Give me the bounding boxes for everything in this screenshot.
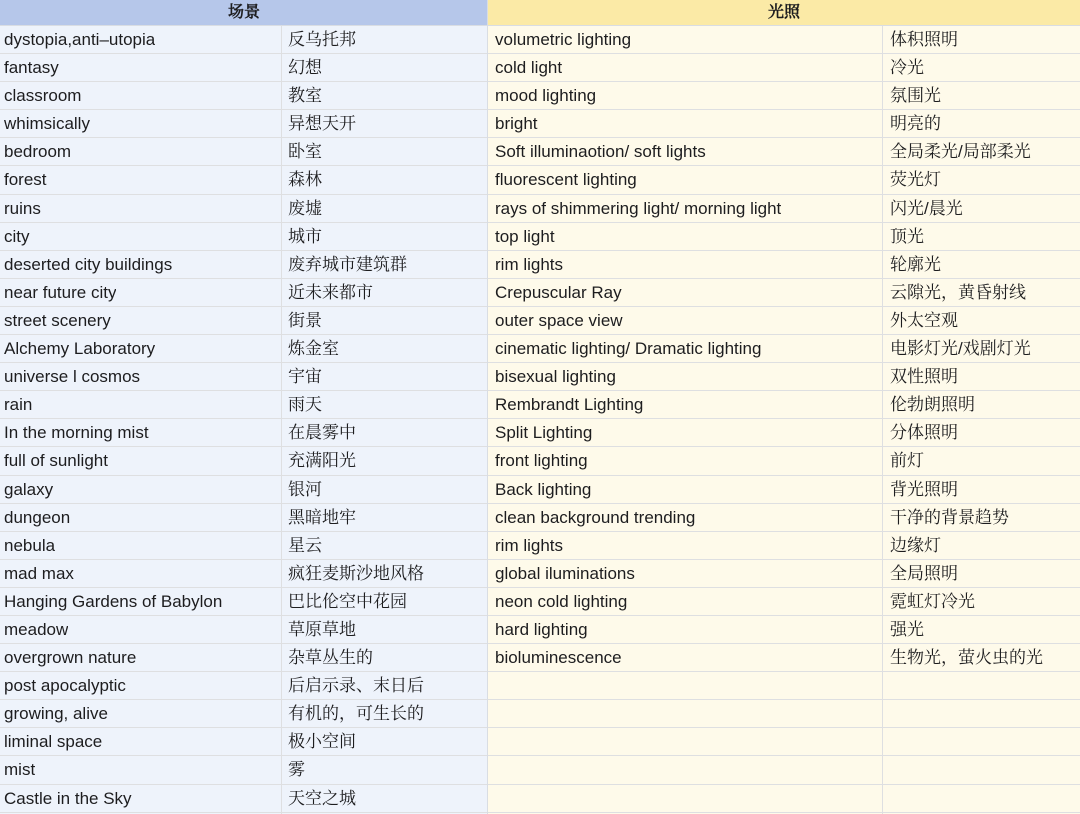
lighting-table-row [488, 419, 1080, 447]
scene-chinese-cell[interactable]: 街景 [288, 310, 322, 330]
lighting-english-cell[interactable]: rays of shimmering light/ morning light [495, 198, 782, 218]
lighting-table-row [488, 279, 1080, 307]
scene-chinese-cell[interactable]: 雨天 [288, 395, 322, 415]
scene-table-row [0, 363, 488, 391]
scene-english-cell[interactable]: growing, alive [4, 704, 108, 724]
lighting-table-row [488, 785, 1080, 813]
lighting-english-cell[interactable]: top light [495, 226, 555, 246]
scene-chinese-cell[interactable]: 草原草地 [288, 619, 356, 639]
lighting-table-row [488, 26, 1080, 54]
scene-english-cell[interactable]: full of sunlight [4, 451, 108, 471]
lighting-table-row [488, 616, 1080, 644]
lighting-chinese-cell[interactable]: 干净的背景趋势 [890, 507, 1009, 527]
lighting-chinese-cell[interactable]: 双性照明 [890, 367, 958, 387]
scene-table-row [0, 110, 488, 138]
lighting-english-cell[interactable]: bisexual lighting [495, 367, 616, 387]
scene-table-row [0, 532, 488, 560]
lighting-english-cell[interactable]: Rembrandt Lighting [495, 395, 644, 415]
scene-english-cell[interactable]: universe l cosmos [4, 367, 141, 387]
scene-table-row [0, 166, 488, 194]
lighting-chinese-cell[interactable]: 伦勃朗照明 [890, 395, 975, 415]
lighting-column-group [488, 0, 1080, 814]
lighting-chinese-cell[interactable]: 体积照明 [890, 30, 958, 49]
scene-table-row [0, 279, 488, 307]
scene-english-cell[interactable]: deserted city buildings [4, 254, 173, 274]
scene-chinese-cell[interactable]: 异想天开 [288, 114, 356, 134]
scene-chinese-cell[interactable]: 天空之城 [288, 788, 356, 808]
scene-english-cell[interactable]: Alchemy Laboratory [4, 339, 156, 359]
lighting-table-row [488, 447, 1080, 475]
lighting-table-row [488, 560, 1080, 588]
scene-table-row [0, 700, 488, 728]
scene-table-row [0, 335, 488, 363]
lighting-english-cell[interactable]: global iluminations [495, 563, 635, 583]
lighting-chinese-cell[interactable]: 分体照明 [890, 423, 958, 443]
scene-table-row [0, 728, 488, 756]
lighting-english-cell[interactable]: mood lighting [495, 86, 597, 106]
lighting-rows [488, 26, 1080, 813]
scene-english-cell[interactable]: Castle in the Sky [4, 788, 132, 808]
lighting-english-cell[interactable]: neon cold lighting [495, 591, 628, 611]
lighting-english-cell[interactable]: hard lighting [495, 619, 588, 639]
lighting-table-row [488, 54, 1080, 82]
scene-chinese-cell[interactable]: 近未来都市 [288, 282, 373, 302]
scene-chinese-cell[interactable]: 后启示录、末日后 [288, 676, 424, 696]
lighting-chinese-cell[interactable]: 背光照明 [890, 479, 958, 499]
scene-table-row [0, 785, 488, 813]
scene-english-cell[interactable]: nebula [4, 535, 56, 555]
lighting-table-row [488, 504, 1080, 532]
lighting-english-cell[interactable]: cold light [495, 58, 563, 78]
scene-table-row [0, 504, 488, 532]
scene-english-cell[interactable]: mad max [4, 563, 74, 583]
lighting-chinese-cell[interactable]: 外太空观 [890, 310, 958, 330]
scene-chinese-cell[interactable]: 废弃城市建筑群 [288, 254, 407, 274]
scene-table-row [0, 588, 488, 616]
scene-english-cell[interactable]: ruins [4, 198, 41, 218]
scene-english-cell[interactable]: dungeon [4, 507, 71, 527]
scene-table-row [0, 54, 488, 82]
lighting-table-row [488, 532, 1080, 560]
scene-chinese-cell[interactable]: 雾 [288, 760, 305, 780]
lighting-english-cell[interactable]: Soft illuminaotion/ soft lights [495, 142, 706, 162]
lighting-english-cell[interactable]: rim lights [495, 535, 564, 555]
scene-chinese-cell[interactable]: 炼金室 [288, 339, 339, 359]
lighting-chinese-cell[interactable]: 生物光，萤火虫的光 [890, 648, 1043, 668]
lighting-table-row [488, 251, 1080, 279]
lighting-chinese-cell[interactable]: 全局照明 [890, 563, 958, 583]
scene-table-row [0, 307, 488, 335]
scene-english-cell[interactable]: classroom [4, 86, 82, 106]
lighting-chinese-cell[interactable]: 边缘灯 [890, 535, 941, 555]
scene-chinese-cell[interactable]: 星云 [288, 535, 322, 555]
lighting-english-cell[interactable]: cinematic lighting/ Dramatic lighting [495, 339, 762, 359]
scene-table-row [0, 644, 488, 672]
scene-table-row [0, 195, 488, 223]
lighting-table-row [488, 672, 1080, 700]
scene-english-cell[interactable]: galaxy [4, 479, 54, 499]
scene-chinese-cell[interactable]: 黑暗地牢 [288, 507, 356, 527]
scene-english-cell[interactable]: near future city [4, 282, 117, 302]
lighting-table-row [488, 728, 1080, 756]
lighting-english-cell[interactable]: volumetric lighting [495, 30, 632, 49]
lighting-english-cell[interactable]: rim lights [495, 254, 564, 274]
scene-chinese-cell[interactable]: 银河 [288, 479, 322, 499]
scene-chinese-cell[interactable]: 极小空间 [288, 732, 356, 752]
lighting-chinese-cell[interactable]: 云隙光，黄昏射线 [890, 282, 1026, 302]
lighting-table-row [488, 476, 1080, 504]
lighting-header[interactable]: 光照 [488, 0, 1080, 26]
lighting-chinese-cell[interactable]: 霓虹灯冷光 [890, 591, 975, 611]
scene-table-row [0, 391, 488, 419]
scene-english-cell[interactable]: mist [4, 760, 36, 780]
scene-english-cell[interactable]: In the morning mist [4, 423, 149, 443]
scene-table-row [0, 138, 488, 166]
scene-table-row [0, 560, 488, 588]
lighting-english-cell[interactable]: Split Lighting [495, 423, 593, 443]
scene-chinese-cell[interactable]: 幻想 [288, 58, 322, 78]
scene-table-row [0, 223, 488, 251]
scene-english-cell[interactable]: fantasy [4, 58, 59, 78]
scene-english-cell[interactable]: street scenery [4, 310, 111, 330]
scene-table-row [0, 251, 488, 279]
scene-english-cell[interactable]: liminal space [4, 732, 103, 752]
scene-english-cell[interactable]: city [4, 226, 30, 246]
scene-english-cell[interactable]: bedroom [4, 142, 72, 162]
scene-table-row [0, 419, 488, 447]
lighting-chinese-cell[interactable]: 前灯 [890, 451, 924, 471]
lighting-chinese-cell[interactable]: 明亮的 [890, 114, 941, 134]
scene-table-row [0, 672, 488, 700]
lighting-table-row [488, 82, 1080, 110]
scene-english-cell[interactable]: dystopia,anti–utopia [4, 30, 156, 49]
scene-english-cell[interactable]: Hanging Gardens of Babylon [4, 591, 223, 611]
scene-chinese-cell[interactable]: 反乌托邦 [288, 30, 356, 49]
lighting-table-row [488, 138, 1080, 166]
lighting-english-cell[interactable]: fluorescent lighting [495, 170, 637, 190]
scene-chinese-cell[interactable]: 教室 [288, 86, 322, 106]
scene-english-cell[interactable]: rain [4, 395, 33, 415]
scene-chinese-cell[interactable]: 杂草丛生的 [288, 648, 373, 668]
scene-chinese-cell[interactable]: 在晨雾中 [288, 423, 356, 443]
scene-chinese-cell[interactable]: 充满阳光 [288, 451, 356, 471]
lighting-english-cell[interactable]: Crepuscular Ray [495, 282, 622, 302]
scene-english-cell[interactable]: overgrown nature [4, 648, 137, 668]
scene-english-cell[interactable]: meadow [4, 619, 69, 639]
lighting-english-cell[interactable]: clean background trending [495, 507, 696, 527]
lighting-table-row [488, 756, 1080, 784]
scene-table-row [0, 756, 488, 784]
scene-rows [0, 26, 488, 813]
scene-chinese-cell[interactable]: 疯狂麦斯沙地风格 [288, 563, 424, 583]
lighting-table-row [488, 391, 1080, 419]
scene-chinese-cell[interactable]: 有机的，可生长的 [288, 704, 424, 724]
lighting-chinese-cell[interactable]: 冷光 [890, 58, 924, 78]
lighting-table-row [488, 335, 1080, 363]
scene-table-row [0, 447, 488, 475]
scene-chinese-cell[interactable]: 卧室 [288, 142, 322, 162]
scene-chinese-cell[interactable]: 城市 [288, 226, 322, 246]
lighting-table-row [488, 110, 1080, 138]
scene-english-cell[interactable]: post apocalyptic [4, 676, 126, 696]
lighting-chinese-cell[interactable]: 全局柔光/局部柔光 [890, 142, 1031, 162]
lighting-chinese-cell[interactable]: 强光 [890, 619, 924, 639]
lighting-english-cell[interactable]: bioluminescence [495, 648, 622, 668]
lighting-english-cell[interactable]: outer space view [495, 310, 623, 330]
scene-table-row [0, 82, 488, 110]
lighting-chinese-cell[interactable]: 荧光灯 [890, 170, 941, 190]
lighting-chinese-cell[interactable]: 闪光/晨光 [890, 198, 963, 218]
lighting-chinese-cell[interactable]: 顶光 [890, 226, 924, 246]
scene-chinese-cell[interactable]: 宇宙 [288, 367, 322, 387]
scene-chinese-cell[interactable]: 森林 [288, 170, 322, 190]
scene-table-row [0, 476, 488, 504]
lighting-table-row [488, 195, 1080, 223]
scene-english-cell[interactable]: whimsically [4, 114, 90, 134]
lighting-english-cell[interactable]: front lighting [495, 451, 588, 471]
scene-header[interactable]: 场景 [0, 0, 488, 26]
scene-column-group [0, 0, 488, 814]
lighting-chinese-cell[interactable]: 轮廓光 [890, 254, 941, 274]
scene-chinese-cell[interactable]: 巴比伦空中花园 [288, 591, 407, 611]
lighting-table-row [488, 700, 1080, 728]
lighting-table-row [488, 363, 1080, 391]
lighting-table-row [488, 644, 1080, 672]
lighting-english-cell[interactable]: bright [495, 114, 538, 134]
lighting-table-row [488, 588, 1080, 616]
lighting-chinese-cell[interactable]: 电影灯光/戏剧灯光 [890, 339, 1031, 359]
lighting-table-row [488, 307, 1080, 335]
scene-table-row [0, 616, 488, 644]
scene-english-cell[interactable]: forest [4, 170, 47, 190]
lighting-table-row [488, 166, 1080, 194]
scene-chinese-cell[interactable]: 废墟 [288, 198, 322, 218]
scene-table-row [0, 26, 488, 54]
lighting-table-row [488, 223, 1080, 251]
lighting-chinese-cell[interactable]: 氛围光 [890, 86, 941, 106]
lighting-english-cell[interactable]: Back lighting [495, 479, 592, 499]
